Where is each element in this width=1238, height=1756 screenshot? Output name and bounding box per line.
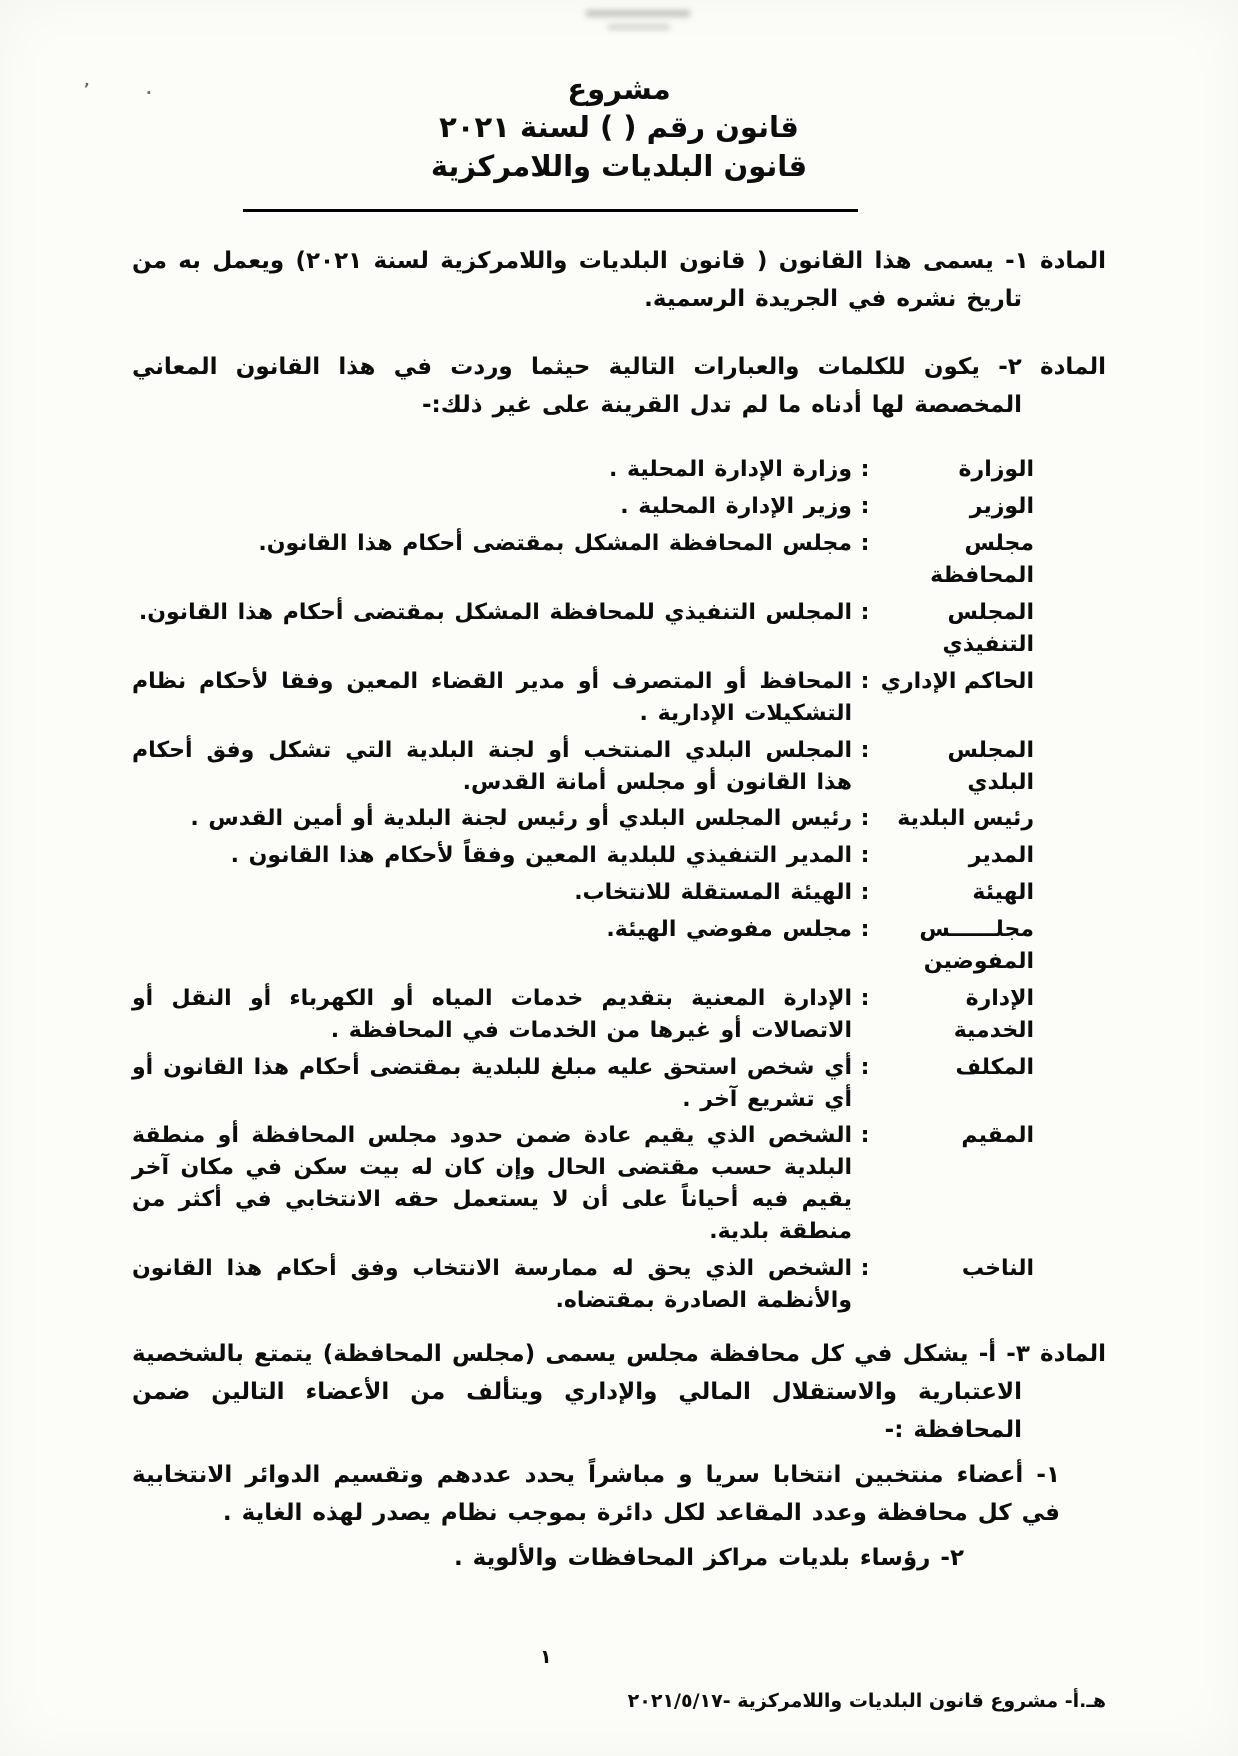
definition-term: المكلف [955, 1054, 1034, 1080]
scan-mark: · [146, 84, 152, 102]
definition-row-director [132, 840, 1034, 872]
definition-row-mayor [132, 803, 1034, 835]
definition-text: الشخص الذي يقيم عادة ضمن حدود مجلس المحافظة أو منطقة البلدية حسب مقتضى الحال وإن كان له بيت سكن في مكان آخر يقيم فيه أحياناً على أن لا يستعمل حقه الانتخابي في أكثر من منطقة بلدية. [132, 1123, 852, 1245]
definition-term: الإدارة الخدمية [953, 985, 1034, 1043]
definition-colon: : [860, 843, 870, 869]
article-3-label: المادة ٣- [1006, 1340, 1106, 1367]
definition-colon: : [860, 737, 870, 763]
footer-note: هـ.أ- مشروع قانون البلديات واللامركزية -٢٠٢١/٥/١٧ [627, 1690, 1106, 1712]
definition-term: الوزارة [958, 457, 1034, 483]
definition-text: مجلس المحافظة المشكل بمقتضى أحكام هذا القانون. [258, 531, 852, 557]
article-3-text: أ- يشكل في كل محافظة مجلس يسمى (مجلس المحافظة) يتمتع بالشخصية الاعتبارية والاستقلال المالي والإداري ويتألف من الأعضاء التالين ضمن المحافظة :- [132, 1340, 1022, 1444]
definition-text: وزير الإدارة المحلية . [620, 494, 852, 520]
definition-term: رئيس البلدية [897, 806, 1034, 832]
definition-row-ministry [132, 454, 1034, 486]
article-1-label: المادة ١- [1005, 247, 1107, 274]
definition-colon: : [860, 985, 870, 1011]
definition-colon: : [860, 1255, 870, 1281]
item-1-number: ١- [1036, 1462, 1060, 1489]
definition-text: المدير التنفيذي للبلدية المعين وفقاً لأحكام هذا القانون . [230, 843, 852, 869]
definition-text: المحافظ أو المتصرف أو مدير القضاء المعين وفقا لأحكام نظام التشكيلات الإدارية . [132, 668, 852, 726]
title-line-3: قانون البلديات واللامركزية [430, 148, 808, 183]
definition-term: المجلس التنفيذي [942, 600, 1034, 657]
definition-text: الشخص الذي يحق له ممارسة الانتخاب وفق أحكام هذا القانون والأنظمة الصادرة بمقتضاه. [132, 1255, 852, 1313]
definition-row-commissioners-board [132, 914, 1034, 978]
article-3-item-1 [132, 1457, 1060, 1532]
definition-colon: : [860, 494, 870, 520]
definition-colon: : [860, 806, 870, 832]
definition-row-voter [132, 1253, 1034, 1317]
definition-term: الوزير [969, 494, 1034, 520]
definition-term: المقيم [961, 1123, 1034, 1149]
title-divider-rule [243, 209, 858, 212]
definition-text: رئيس المجلس البلدي أو رئيس لجنة البلدية أو أمين القدس . [190, 806, 852, 832]
definition-row-resident [132, 1120, 1034, 1248]
definition-row-administrative-governor [132, 666, 1034, 730]
definition-colon: : [860, 531, 870, 557]
definition-text: الهيئة المستقلة للانتخاب. [574, 880, 852, 906]
item-2-number: ٢- [940, 1544, 964, 1571]
definition-row-municipal-council [132, 735, 1034, 799]
definition-colon: : [860, 600, 870, 626]
definition-colon: : [860, 457, 870, 483]
definition-text: المجلس البلدي المنتخب أو لجنة البلدية التي تشكل وفق أحكام هذا القانون أو مجلس أمانة القدس. [132, 737, 852, 795]
definition-term: الناخب [961, 1255, 1034, 1281]
definition-colon: : [860, 1054, 870, 1080]
article-2-label: المادة ٢- [998, 354, 1106, 381]
article-2 [132, 348, 1106, 424]
definition-colon: : [860, 668, 870, 694]
definition-row-executive-council [132, 597, 1034, 661]
definition-term: مجلــــــس المفوضين [919, 917, 1034, 974]
definition-text: الإدارة المعنية بتقديم خدمات المياه أو الكهرباء أو النقل أو الاتصالات أو غيرها من الخدمات في المحافظة . [132, 985, 852, 1043]
document-title-block [132, 70, 1106, 185]
definition-row-taxpayer [132, 1052, 1034, 1116]
item-2-text: رؤساء بلديات مراكز المحافظات والألوية . [453, 1544, 931, 1571]
definition-text: المجلس التنفيذي للمحافظة المشكل بمقتضى أحكام هذا القانون. [138, 600, 852, 626]
scan-artifact-smudge [586, 6, 690, 36]
definition-term: المجلس البلدي [947, 737, 1034, 795]
article-3-items [132, 1457, 1060, 1577]
definition-row-governorate-council [132, 528, 1034, 592]
article-2-text: يكون للكلمات والعبارات التالية حيثما وردت في هذا القانون المعاني المخصصة لها أدناه ما لم تدل القرينة على غير ذلك:- [132, 354, 1022, 419]
definition-colon: : [860, 880, 870, 906]
article-1-text: يسمى هذا القانون ( قانون البلديات واللامركزية لسنة ٢٠٢١) ويعمل به من تاريخ نشره في الجريدة الرسمية. [132, 247, 1022, 312]
definition-term: الهيئة [972, 880, 1034, 906]
title-line-2: قانون رقم ( ) لسنة ٢٠٢١ [439, 110, 799, 145]
item-1-text: أعضاء منتخبين انتخابا سريا و مباشراً يحدد عددهم وتقسيم الدوائر الانتخابية في كل محافظة وعدد المقاعد لكل دائرة بموجب نظام يصدر لهذه الغاية . [132, 1462, 1060, 1526]
article-1 [132, 242, 1106, 318]
definition-row-service-administration [132, 983, 1034, 1047]
definition-term: مجلس المحافظة [930, 531, 1034, 589]
definition-row-commission [132, 877, 1034, 909]
definition-row-minister [132, 491, 1034, 523]
definition-text: أي شخص استحق عليه مبلغ للبلدية بمقتضى أحكام هذا القانون أو أي تشريع آخر . [132, 1054, 852, 1112]
definition-term: الحاكم الإداري [880, 668, 1034, 694]
definition-text: مجلس مفوضي الهيئة. [606, 917, 852, 943]
definition-colon: : [860, 917, 870, 943]
scan-mark: ٬ [84, 80, 90, 98]
definition-term: المدير [968, 843, 1034, 869]
title-line-1: مشروع [567, 72, 671, 106]
definitions-list [132, 454, 1034, 1316]
article-3 [132, 1335, 1106, 1450]
page-number: ١ [540, 1646, 552, 1668]
definition-colon: : [860, 1123, 870, 1149]
definition-text: وزارة الإدارة المحلية . [609, 457, 852, 483]
article-3-item-2 [132, 1540, 964, 1577]
